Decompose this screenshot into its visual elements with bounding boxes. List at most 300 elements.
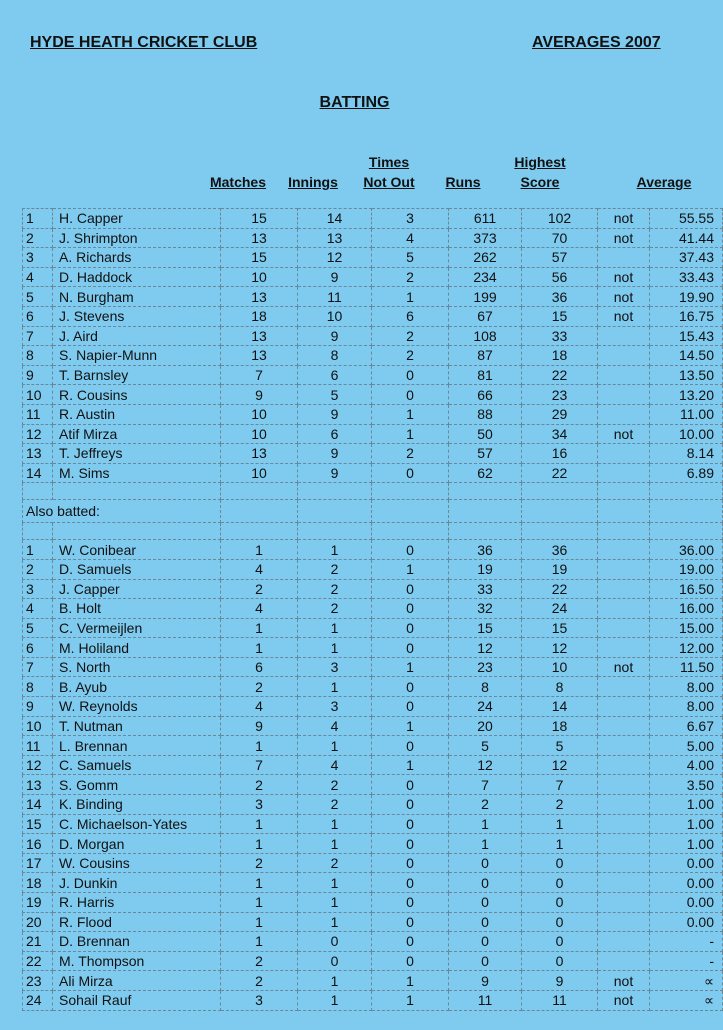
highest-cell: 102 bbox=[522, 209, 598, 229]
not-out-cell: 0 bbox=[372, 951, 449, 971]
not-out-cell: 0 bbox=[372, 599, 449, 619]
pos-cell: 11 bbox=[23, 736, 53, 756]
not-flag-cell bbox=[598, 736, 650, 756]
innings-cell: 14 bbox=[298, 209, 372, 229]
average-cell: 36.00 bbox=[650, 540, 723, 560]
not-flag-cell: not bbox=[598, 267, 650, 287]
pos-cell: 10 bbox=[23, 385, 53, 405]
innings-cell: 2 bbox=[298, 559, 372, 579]
season-title: AVERAGES 2007 bbox=[532, 34, 661, 51]
not-out-cell: 0 bbox=[372, 579, 449, 599]
name-cell: N. Burgham bbox=[53, 287, 221, 307]
table-row bbox=[23, 385, 723, 405]
not-out-cell: 0 bbox=[372, 618, 449, 638]
name-cell: J. Dunkin bbox=[53, 873, 221, 893]
innings-cell: 1 bbox=[298, 893, 372, 913]
table-row bbox=[23, 209, 723, 229]
highest-cell: 12 bbox=[522, 755, 598, 775]
not-flag-cell bbox=[598, 346, 650, 366]
average-cell: 13.50 bbox=[650, 365, 723, 385]
not-flag-cell bbox=[598, 912, 650, 932]
matches-cell: 10 bbox=[221, 267, 298, 287]
spacer-row bbox=[23, 523, 723, 540]
matches-cell: 13 bbox=[221, 444, 298, 464]
not-flag-cell bbox=[598, 951, 650, 971]
highest-cell: 14 bbox=[522, 697, 598, 717]
name-cell: T. Nutman bbox=[53, 716, 221, 736]
table-row bbox=[23, 795, 723, 815]
innings-cell: 9 bbox=[298, 267, 372, 287]
name-cell: K. Binding bbox=[53, 795, 221, 815]
matches-cell: 13 bbox=[221, 326, 298, 346]
highest-cell: 0 bbox=[522, 873, 598, 893]
average-cell: 10.00 bbox=[650, 424, 723, 444]
runs-cell: 36 bbox=[449, 540, 522, 560]
pos-cell: 12 bbox=[23, 424, 53, 444]
name-cell: B. Ayub bbox=[53, 677, 221, 697]
matches-cell: 2 bbox=[221, 971, 298, 991]
matches-cell: 2 bbox=[221, 775, 298, 795]
col-header-not-out bbox=[354, 152, 424, 192]
name-cell: S. Gomm bbox=[53, 775, 221, 795]
not-flag-cell bbox=[598, 579, 650, 599]
pos-cell: 1 bbox=[23, 540, 53, 560]
highest-cell: 56 bbox=[522, 267, 598, 287]
name-cell: S. Napier-Munn bbox=[53, 346, 221, 366]
innings-cell: 11 bbox=[298, 287, 372, 307]
average-cell: 1.00 bbox=[650, 795, 723, 815]
highest-cell: 0 bbox=[522, 951, 598, 971]
spacer-rows bbox=[23, 483, 723, 540]
innings-cell: 6 bbox=[298, 424, 372, 444]
not-out-cell: 5 bbox=[372, 248, 449, 268]
pos-cell: 2 bbox=[23, 559, 53, 579]
col-header-highest-line2: Score bbox=[520, 174, 560, 190]
not-out-cell: 0 bbox=[372, 795, 449, 815]
pos-cell: 6 bbox=[23, 306, 53, 326]
not-out-cell: 3 bbox=[372, 209, 449, 229]
average-cell: 8.00 bbox=[650, 677, 723, 697]
name-cell: W. Reynolds bbox=[53, 697, 221, 717]
not-flag-cell bbox=[598, 932, 650, 952]
runs-cell: 62 bbox=[449, 463, 522, 483]
runs-cell: 108 bbox=[449, 326, 522, 346]
not-out-cell: 1 bbox=[372, 755, 449, 775]
name-cell: D. Haddock bbox=[53, 267, 221, 287]
matches-cell: 1 bbox=[221, 834, 298, 854]
not-out-cell: 1 bbox=[372, 559, 449, 579]
name-cell: C. Vermeijlen bbox=[53, 618, 221, 638]
not-flag-cell bbox=[598, 873, 650, 893]
name-cell: J. Shrimpton bbox=[53, 228, 221, 248]
pos-cell: 8 bbox=[23, 346, 53, 366]
pos-cell: 23 bbox=[23, 971, 53, 991]
not-flag-cell: not bbox=[598, 990, 650, 1010]
table-row bbox=[23, 736, 723, 756]
pos-cell: 10 bbox=[23, 716, 53, 736]
not-flag-cell: not bbox=[598, 209, 650, 229]
not-flag-cell bbox=[598, 444, 650, 464]
average-cell: 6.89 bbox=[650, 463, 723, 483]
average-cell: 19.90 bbox=[650, 287, 723, 307]
name-cell: M. Thompson bbox=[53, 951, 221, 971]
not-out-cell: 0 bbox=[372, 365, 449, 385]
innings-cell: 0 bbox=[298, 951, 372, 971]
qualified-rows bbox=[23, 209, 723, 483]
table-row bbox=[23, 912, 723, 932]
not-out-cell: 2 bbox=[372, 346, 449, 366]
not-out-cell: 0 bbox=[372, 638, 449, 658]
matches-cell: 18 bbox=[221, 306, 298, 326]
table-row bbox=[23, 873, 723, 893]
name-cell: L. Brennan bbox=[53, 736, 221, 756]
highest-cell: 22 bbox=[522, 365, 598, 385]
also-batted-row bbox=[23, 500, 723, 523]
club-title: HYDE HEATH CRICKET CLUB bbox=[30, 34, 258, 51]
highest-cell: 36 bbox=[522, 540, 598, 560]
average-cell: - bbox=[650, 932, 723, 952]
not-out-cell: 0 bbox=[372, 814, 449, 834]
not-out-cell: 4 bbox=[372, 228, 449, 248]
not-out-cell: 0 bbox=[372, 385, 449, 405]
runs-cell: 23 bbox=[449, 657, 522, 677]
spacer-row bbox=[23, 483, 723, 500]
average-cell: 11.00 bbox=[650, 404, 723, 424]
average-cell: 1.00 bbox=[650, 834, 723, 854]
matches-cell: 4 bbox=[221, 697, 298, 717]
pos-cell: 13 bbox=[23, 775, 53, 795]
highest-cell: 18 bbox=[522, 346, 598, 366]
average-cell: ∝ bbox=[650, 971, 723, 991]
matches-cell: 1 bbox=[221, 736, 298, 756]
runs-cell: 81 bbox=[449, 365, 522, 385]
average-cell: 11.50 bbox=[650, 657, 723, 677]
innings-cell: 0 bbox=[298, 932, 372, 952]
innings-cell: 10 bbox=[298, 306, 372, 326]
innings-cell: 9 bbox=[298, 326, 372, 346]
not-flag-cell bbox=[598, 814, 650, 834]
pos-cell: 11 bbox=[23, 404, 53, 424]
matches-cell: 7 bbox=[221, 365, 298, 385]
innings-cell: 9 bbox=[298, 404, 372, 424]
table-row bbox=[23, 444, 723, 464]
highest-cell: 33 bbox=[522, 326, 598, 346]
matches-cell: 4 bbox=[221, 599, 298, 619]
runs-cell: 0 bbox=[449, 951, 522, 971]
innings-cell: 5 bbox=[298, 385, 372, 405]
name-cell: M. Holiland bbox=[53, 638, 221, 658]
matches-cell: 1 bbox=[221, 618, 298, 638]
name-cell: C. Samuels bbox=[53, 755, 221, 775]
average-cell: 55.55 bbox=[650, 209, 723, 229]
name-cell: D. Samuels bbox=[53, 559, 221, 579]
table-row bbox=[23, 326, 723, 346]
runs-cell: 0 bbox=[449, 893, 522, 913]
matches-cell: 1 bbox=[221, 814, 298, 834]
runs-cell: 50 bbox=[449, 424, 522, 444]
runs-cell: 87 bbox=[449, 346, 522, 366]
name-cell: R. Austin bbox=[53, 404, 221, 424]
name-cell: B. Holt bbox=[53, 599, 221, 619]
average-cell: 4.00 bbox=[650, 755, 723, 775]
runs-cell: 0 bbox=[449, 873, 522, 893]
highest-cell: 34 bbox=[522, 424, 598, 444]
pos-cell: 20 bbox=[23, 912, 53, 932]
matches-cell: 9 bbox=[221, 385, 298, 405]
not-flag-cell bbox=[598, 775, 650, 795]
runs-cell: 199 bbox=[449, 287, 522, 307]
runs-cell: 12 bbox=[449, 755, 522, 775]
also-batted-label: Also batted: bbox=[23, 500, 221, 523]
highest-cell: 19 bbox=[522, 559, 598, 579]
average-cell: 15.43 bbox=[650, 326, 723, 346]
highest-cell: 15 bbox=[522, 618, 598, 638]
table-row bbox=[23, 424, 723, 444]
not-flag-cell bbox=[598, 540, 650, 560]
matches-cell: 7 bbox=[221, 755, 298, 775]
highest-cell: 12 bbox=[522, 638, 598, 658]
average-cell: 19.00 bbox=[650, 559, 723, 579]
not-out-cell: 1 bbox=[372, 716, 449, 736]
table-row bbox=[23, 775, 723, 795]
name-cell: H. Capper bbox=[53, 209, 221, 229]
name-cell: W. Conibear bbox=[53, 540, 221, 560]
table-row bbox=[23, 267, 723, 287]
highest-cell: 16 bbox=[522, 444, 598, 464]
innings-cell: 13 bbox=[298, 228, 372, 248]
not-out-cell: 0 bbox=[372, 932, 449, 952]
matches-cell: 9 bbox=[221, 716, 298, 736]
matches-cell: 1 bbox=[221, 932, 298, 952]
table-row bbox=[23, 346, 723, 366]
innings-cell: 12 bbox=[298, 248, 372, 268]
table-row bbox=[23, 893, 723, 913]
innings-cell: 1 bbox=[298, 912, 372, 932]
pos-cell: 7 bbox=[23, 657, 53, 677]
name-cell: D. Brennan bbox=[53, 932, 221, 952]
runs-cell: 7 bbox=[449, 775, 522, 795]
not-flag-cell bbox=[598, 755, 650, 775]
highest-cell: 9 bbox=[522, 971, 598, 991]
not-flag-cell: not bbox=[598, 287, 650, 307]
table-row bbox=[23, 559, 723, 579]
also-batted-rows bbox=[23, 540, 723, 1010]
table-row bbox=[23, 716, 723, 736]
innings-cell: 1 bbox=[298, 834, 372, 854]
name-cell: R. Harris bbox=[53, 893, 221, 913]
not-flag-cell bbox=[598, 599, 650, 619]
runs-cell: 1 bbox=[449, 814, 522, 834]
table-row bbox=[23, 971, 723, 991]
not-flag-cell bbox=[598, 638, 650, 658]
not-flag-cell bbox=[598, 559, 650, 579]
name-cell: S. North bbox=[53, 657, 221, 677]
runs-cell: 24 bbox=[449, 697, 522, 717]
innings-cell: 1 bbox=[298, 638, 372, 658]
table-row bbox=[23, 932, 723, 952]
average-cell: 16.50 bbox=[650, 579, 723, 599]
not-out-cell: 0 bbox=[372, 893, 449, 913]
name-cell: J. Aird bbox=[53, 326, 221, 346]
matches-cell: 10 bbox=[221, 404, 298, 424]
name-cell: R. Flood bbox=[53, 912, 221, 932]
highest-cell: 18 bbox=[522, 716, 598, 736]
col-header-matches: Matches bbox=[209, 174, 267, 190]
matches-cell: 2 bbox=[221, 853, 298, 873]
average-cell: 15.00 bbox=[650, 618, 723, 638]
runs-cell: 0 bbox=[449, 932, 522, 952]
not-flag-cell bbox=[598, 326, 650, 346]
pos-cell: 22 bbox=[23, 951, 53, 971]
pos-cell: 18 bbox=[23, 873, 53, 893]
name-cell: M. Sims bbox=[53, 463, 221, 483]
col-header-innings: Innings bbox=[288, 174, 338, 190]
runs-cell: 234 bbox=[449, 267, 522, 287]
table-row bbox=[23, 755, 723, 775]
innings-cell: 3 bbox=[298, 657, 372, 677]
not-out-cell: 2 bbox=[372, 444, 449, 464]
pos-cell: 14 bbox=[23, 463, 53, 483]
highest-cell: 29 bbox=[522, 404, 598, 424]
highest-cell: 70 bbox=[522, 228, 598, 248]
innings-cell: 2 bbox=[298, 599, 372, 619]
not-out-cell: 0 bbox=[372, 873, 449, 893]
matches-cell: 3 bbox=[221, 990, 298, 1010]
pos-cell: 8 bbox=[23, 677, 53, 697]
pos-cell: 3 bbox=[23, 248, 53, 268]
not-flag-cell bbox=[598, 795, 650, 815]
highest-cell: 7 bbox=[522, 775, 598, 795]
col-header-highest-line1: Highest bbox=[514, 154, 566, 170]
not-flag-cell bbox=[598, 385, 650, 405]
not-out-cell: 1 bbox=[372, 424, 449, 444]
col-header-runs: Runs bbox=[445, 174, 481, 190]
matches-cell: 10 bbox=[221, 463, 298, 483]
col-header-not-out-line1: Times bbox=[368, 154, 410, 170]
pos-cell: 4 bbox=[23, 599, 53, 619]
not-flag-cell bbox=[598, 248, 650, 268]
col-header-average: Average bbox=[636, 174, 692, 190]
highest-cell: 57 bbox=[522, 248, 598, 268]
pos-cell: 16 bbox=[23, 834, 53, 854]
pos-cell: 17 bbox=[23, 853, 53, 873]
table-row bbox=[23, 853, 723, 873]
not-flag-cell bbox=[598, 716, 650, 736]
not-out-cell: 1 bbox=[372, 404, 449, 424]
runs-cell: 262 bbox=[449, 248, 522, 268]
runs-cell: 1 bbox=[449, 834, 522, 854]
innings-cell: 2 bbox=[298, 775, 372, 795]
highest-cell: 0 bbox=[522, 932, 598, 952]
runs-cell: 88 bbox=[449, 404, 522, 424]
runs-cell: 5 bbox=[449, 736, 522, 756]
pos-cell: 19 bbox=[23, 893, 53, 913]
not-flag-cell: not bbox=[598, 657, 650, 677]
table-row bbox=[23, 287, 723, 307]
table-row bbox=[23, 228, 723, 248]
runs-cell: 11 bbox=[449, 990, 522, 1010]
pos-cell: 15 bbox=[23, 814, 53, 834]
not-out-cell: 1 bbox=[372, 990, 449, 1010]
innings-cell: 6 bbox=[298, 365, 372, 385]
average-cell: 14.50 bbox=[650, 346, 723, 366]
name-cell: J. Capper bbox=[53, 579, 221, 599]
highest-cell: 5 bbox=[522, 736, 598, 756]
average-cell: 13.20 bbox=[650, 385, 723, 405]
not-flag-cell bbox=[598, 853, 650, 873]
not-out-cell: 1 bbox=[372, 657, 449, 677]
col-header-not-out-line2: Not Out bbox=[363, 174, 415, 190]
average-cell: 3.50 bbox=[650, 775, 723, 795]
table-row bbox=[23, 990, 723, 1010]
average-cell: 0.00 bbox=[650, 853, 723, 873]
pos-cell: 24 bbox=[23, 990, 53, 1010]
not-out-cell: 2 bbox=[372, 267, 449, 287]
highest-cell: 24 bbox=[522, 599, 598, 619]
highest-cell: 0 bbox=[522, 853, 598, 873]
table-row bbox=[23, 365, 723, 385]
section-title: BATTING bbox=[319, 94, 390, 111]
name-cell: R. Cousins bbox=[53, 385, 221, 405]
innings-cell: 8 bbox=[298, 346, 372, 366]
pos-cell: 13 bbox=[23, 444, 53, 464]
table-row bbox=[23, 657, 723, 677]
name-cell: Sohail Rauf bbox=[53, 990, 221, 1010]
name-cell: J. Stevens bbox=[53, 306, 221, 326]
runs-cell: 33 bbox=[449, 579, 522, 599]
name-cell: T. Barnsley bbox=[53, 365, 221, 385]
average-cell: - bbox=[650, 951, 723, 971]
pos-cell: 21 bbox=[23, 932, 53, 952]
not-out-cell: 0 bbox=[372, 912, 449, 932]
highest-cell: 22 bbox=[522, 579, 598, 599]
average-cell: 12.00 bbox=[650, 638, 723, 658]
pos-cell: 1 bbox=[23, 209, 53, 229]
runs-cell: 57 bbox=[449, 444, 522, 464]
name-cell: T. Jeffreys bbox=[53, 444, 221, 464]
name-cell: C. Michaelson-Yates bbox=[53, 814, 221, 834]
innings-cell: 2 bbox=[298, 795, 372, 815]
not-flag-cell bbox=[598, 893, 650, 913]
innings-cell: 9 bbox=[298, 444, 372, 464]
name-cell: A. Richards bbox=[53, 248, 221, 268]
pos-cell: 9 bbox=[23, 365, 53, 385]
not-out-cell: 0 bbox=[372, 677, 449, 697]
average-cell: ∝ bbox=[650, 990, 723, 1010]
not-out-cell: 2 bbox=[372, 326, 449, 346]
highest-cell: 2 bbox=[522, 795, 598, 815]
matches-cell: 1 bbox=[221, 873, 298, 893]
col-header-highest bbox=[502, 152, 578, 192]
table-row bbox=[23, 638, 723, 658]
table-row bbox=[23, 463, 723, 483]
not-out-cell: 6 bbox=[372, 306, 449, 326]
innings-cell: 3 bbox=[298, 697, 372, 717]
highest-cell: 23 bbox=[522, 385, 598, 405]
pos-cell: 3 bbox=[23, 579, 53, 599]
matches-cell: 15 bbox=[221, 248, 298, 268]
highest-cell: 1 bbox=[522, 814, 598, 834]
runs-cell: 2 bbox=[449, 795, 522, 815]
not-flag-cell bbox=[598, 618, 650, 638]
matches-cell: 1 bbox=[221, 540, 298, 560]
table-row bbox=[23, 814, 723, 834]
not-flag-cell: not bbox=[598, 424, 650, 444]
not-out-cell: 0 bbox=[372, 834, 449, 854]
pos-cell: 5 bbox=[23, 618, 53, 638]
pos-cell: 4 bbox=[23, 267, 53, 287]
innings-cell: 1 bbox=[298, 814, 372, 834]
